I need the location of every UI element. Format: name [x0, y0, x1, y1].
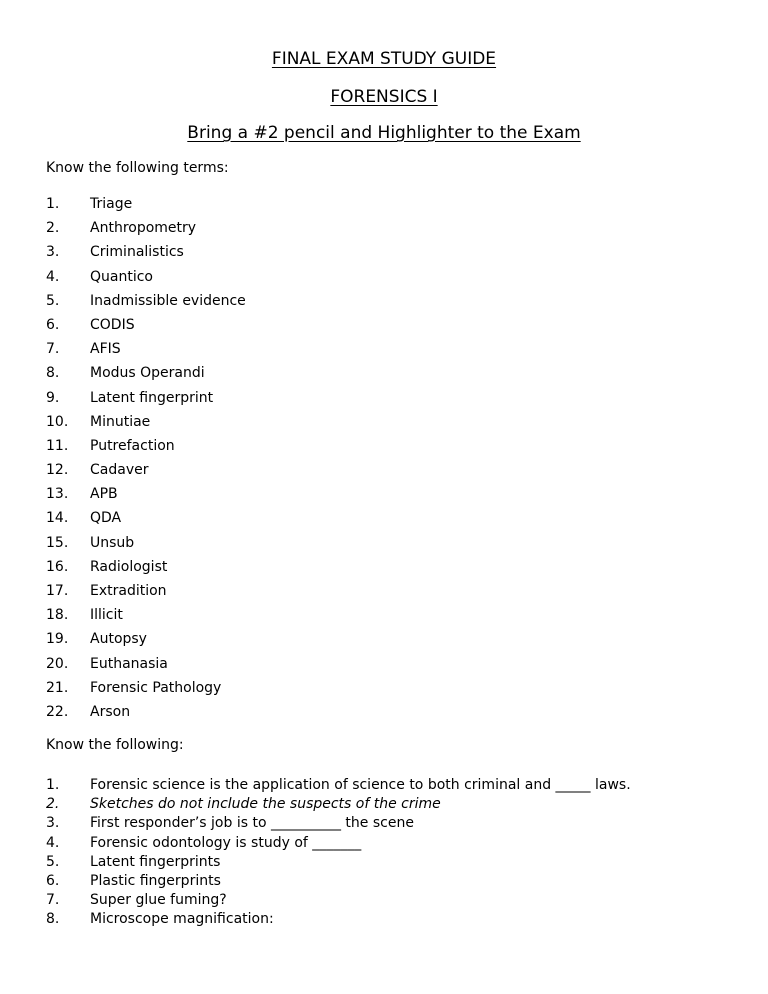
term-text: Radiologist: [90, 558, 168, 575]
term-item: [46, 413, 246, 437]
item-number: 3.: [46, 815, 60, 832]
term-text: APB: [90, 486, 118, 503]
item-number: 7.: [46, 892, 60, 909]
term-item: [46, 461, 246, 485]
term-number: 20.: [46, 655, 69, 672]
term-number: 6.: [46, 316, 60, 333]
term-text: Latent fingerprint: [90, 389, 214, 406]
term-number: 7.: [46, 341, 60, 358]
term-text: Putrefaction: [90, 437, 175, 454]
exam-instruction: Bring a #2 pencil and Highlighter to the Exam: [187, 123, 581, 143]
following-item: [46, 910, 631, 929]
term-number: 17.: [46, 583, 69, 599]
term-text: QDA: [90, 510, 122, 527]
term-number: 3.: [46, 244, 60, 261]
term-number: 11.: [46, 437, 69, 454]
following-item: [46, 814, 631, 833]
document-title: FINAL EXAM STUDY GUIDE: [271, 49, 497, 69]
item-text: Super glue fuming?: [90, 892, 227, 909]
term-item: [46, 655, 246, 679]
term-item: [46, 340, 246, 364]
term-item: [46, 437, 246, 461]
term-number: 21.: [46, 679, 69, 696]
following-item: [46, 891, 631, 910]
term-number: 5.: [46, 292, 60, 309]
term-number: 8.: [46, 365, 60, 382]
term-text: Euthanasia: [90, 655, 168, 672]
term-text: Forensic Pathology: [90, 679, 222, 696]
term-text: Criminalistics: [90, 244, 184, 261]
term-text: Cadaver: [90, 462, 149, 479]
item-text: Sketches do not include the suspects of the crime: [90, 796, 441, 813]
following-item: [46, 776, 631, 795]
term-number: 10.: [46, 413, 69, 430]
item-text: Plastic fingerprints: [90, 872, 221, 889]
term-item: [46, 679, 246, 703]
item-number: 4.: [46, 834, 60, 851]
following-list: [46, 776, 631, 930]
item-text: Latent fingerprints: [90, 853, 221, 870]
following-heading: Know the following:: [46, 737, 184, 753]
following-item: [46, 853, 631, 872]
term-number: 18.: [46, 607, 69, 624]
term-item: [46, 534, 246, 558]
term-number: 13.: [46, 486, 69, 503]
term-text: Inadmissible evidence: [90, 292, 246, 309]
term-number: 12.: [46, 462, 69, 479]
term-item: [46, 485, 246, 509]
course-title: FORENSICS I: [330, 87, 438, 107]
term-text: Minutiae: [90, 413, 151, 430]
item-number: 2.: [46, 796, 60, 813]
term-text: Modus Operandi: [90, 365, 205, 382]
terms-list: [46, 195, 246, 727]
term-number: 14.: [46, 510, 69, 527]
item-number: 8.: [46, 911, 60, 928]
following-item: [46, 872, 631, 891]
term-item: [46, 606, 246, 630]
following-item: [46, 834, 631, 853]
term-text: Extradition: [90, 583, 167, 599]
term-item: [46, 195, 246, 219]
term-item: [46, 703, 246, 727]
term-item: [46, 243, 246, 267]
term-item: [46, 630, 246, 654]
term-number: 9.: [46, 389, 60, 406]
term-number: 15.: [46, 534, 69, 551]
item-number: 6.: [46, 872, 60, 889]
term-item: [46, 582, 246, 606]
item-number: 1.: [46, 777, 60, 793]
term-number: 19.: [46, 631, 69, 648]
term-text: Unsub: [90, 534, 135, 551]
term-number: 16.: [46, 558, 69, 575]
term-text: Illicit: [90, 607, 123, 624]
item-text: Forensic science is the application of science to both criminal and _____ laws.: [90, 777, 631, 793]
term-number: 2.: [46, 220, 60, 237]
item-text: Microscope magnification:: [90, 911, 274, 928]
term-item: [46, 219, 246, 243]
term-text: Anthropometry: [90, 220, 197, 237]
terms-heading: Know the following terms:: [46, 160, 229, 176]
term-text: CODIS: [90, 316, 135, 333]
term-item: [46, 292, 246, 316]
term-text: Arson: [90, 703, 131, 720]
term-text: AFIS: [90, 341, 121, 358]
term-number: 4.: [46, 268, 60, 285]
item-text: First responder’s job is to __________ the scene: [90, 815, 414, 832]
term-item: [46, 316, 246, 340]
following-item: [46, 795, 631, 814]
item-number: 5.: [46, 853, 60, 870]
term-number: 1.: [46, 196, 60, 212]
term-item: [46, 389, 246, 413]
term-item: [46, 268, 246, 292]
term-item: [46, 364, 246, 388]
term-text: Quantico: [90, 268, 153, 285]
term-item: [46, 509, 246, 533]
term-text: Autopsy: [90, 631, 147, 648]
term-item: [46, 558, 246, 582]
item-text: Forensic odontology is study of _______: [90, 834, 362, 851]
term-text: Triage: [90, 196, 133, 212]
term-number: 22.: [46, 703, 69, 720]
